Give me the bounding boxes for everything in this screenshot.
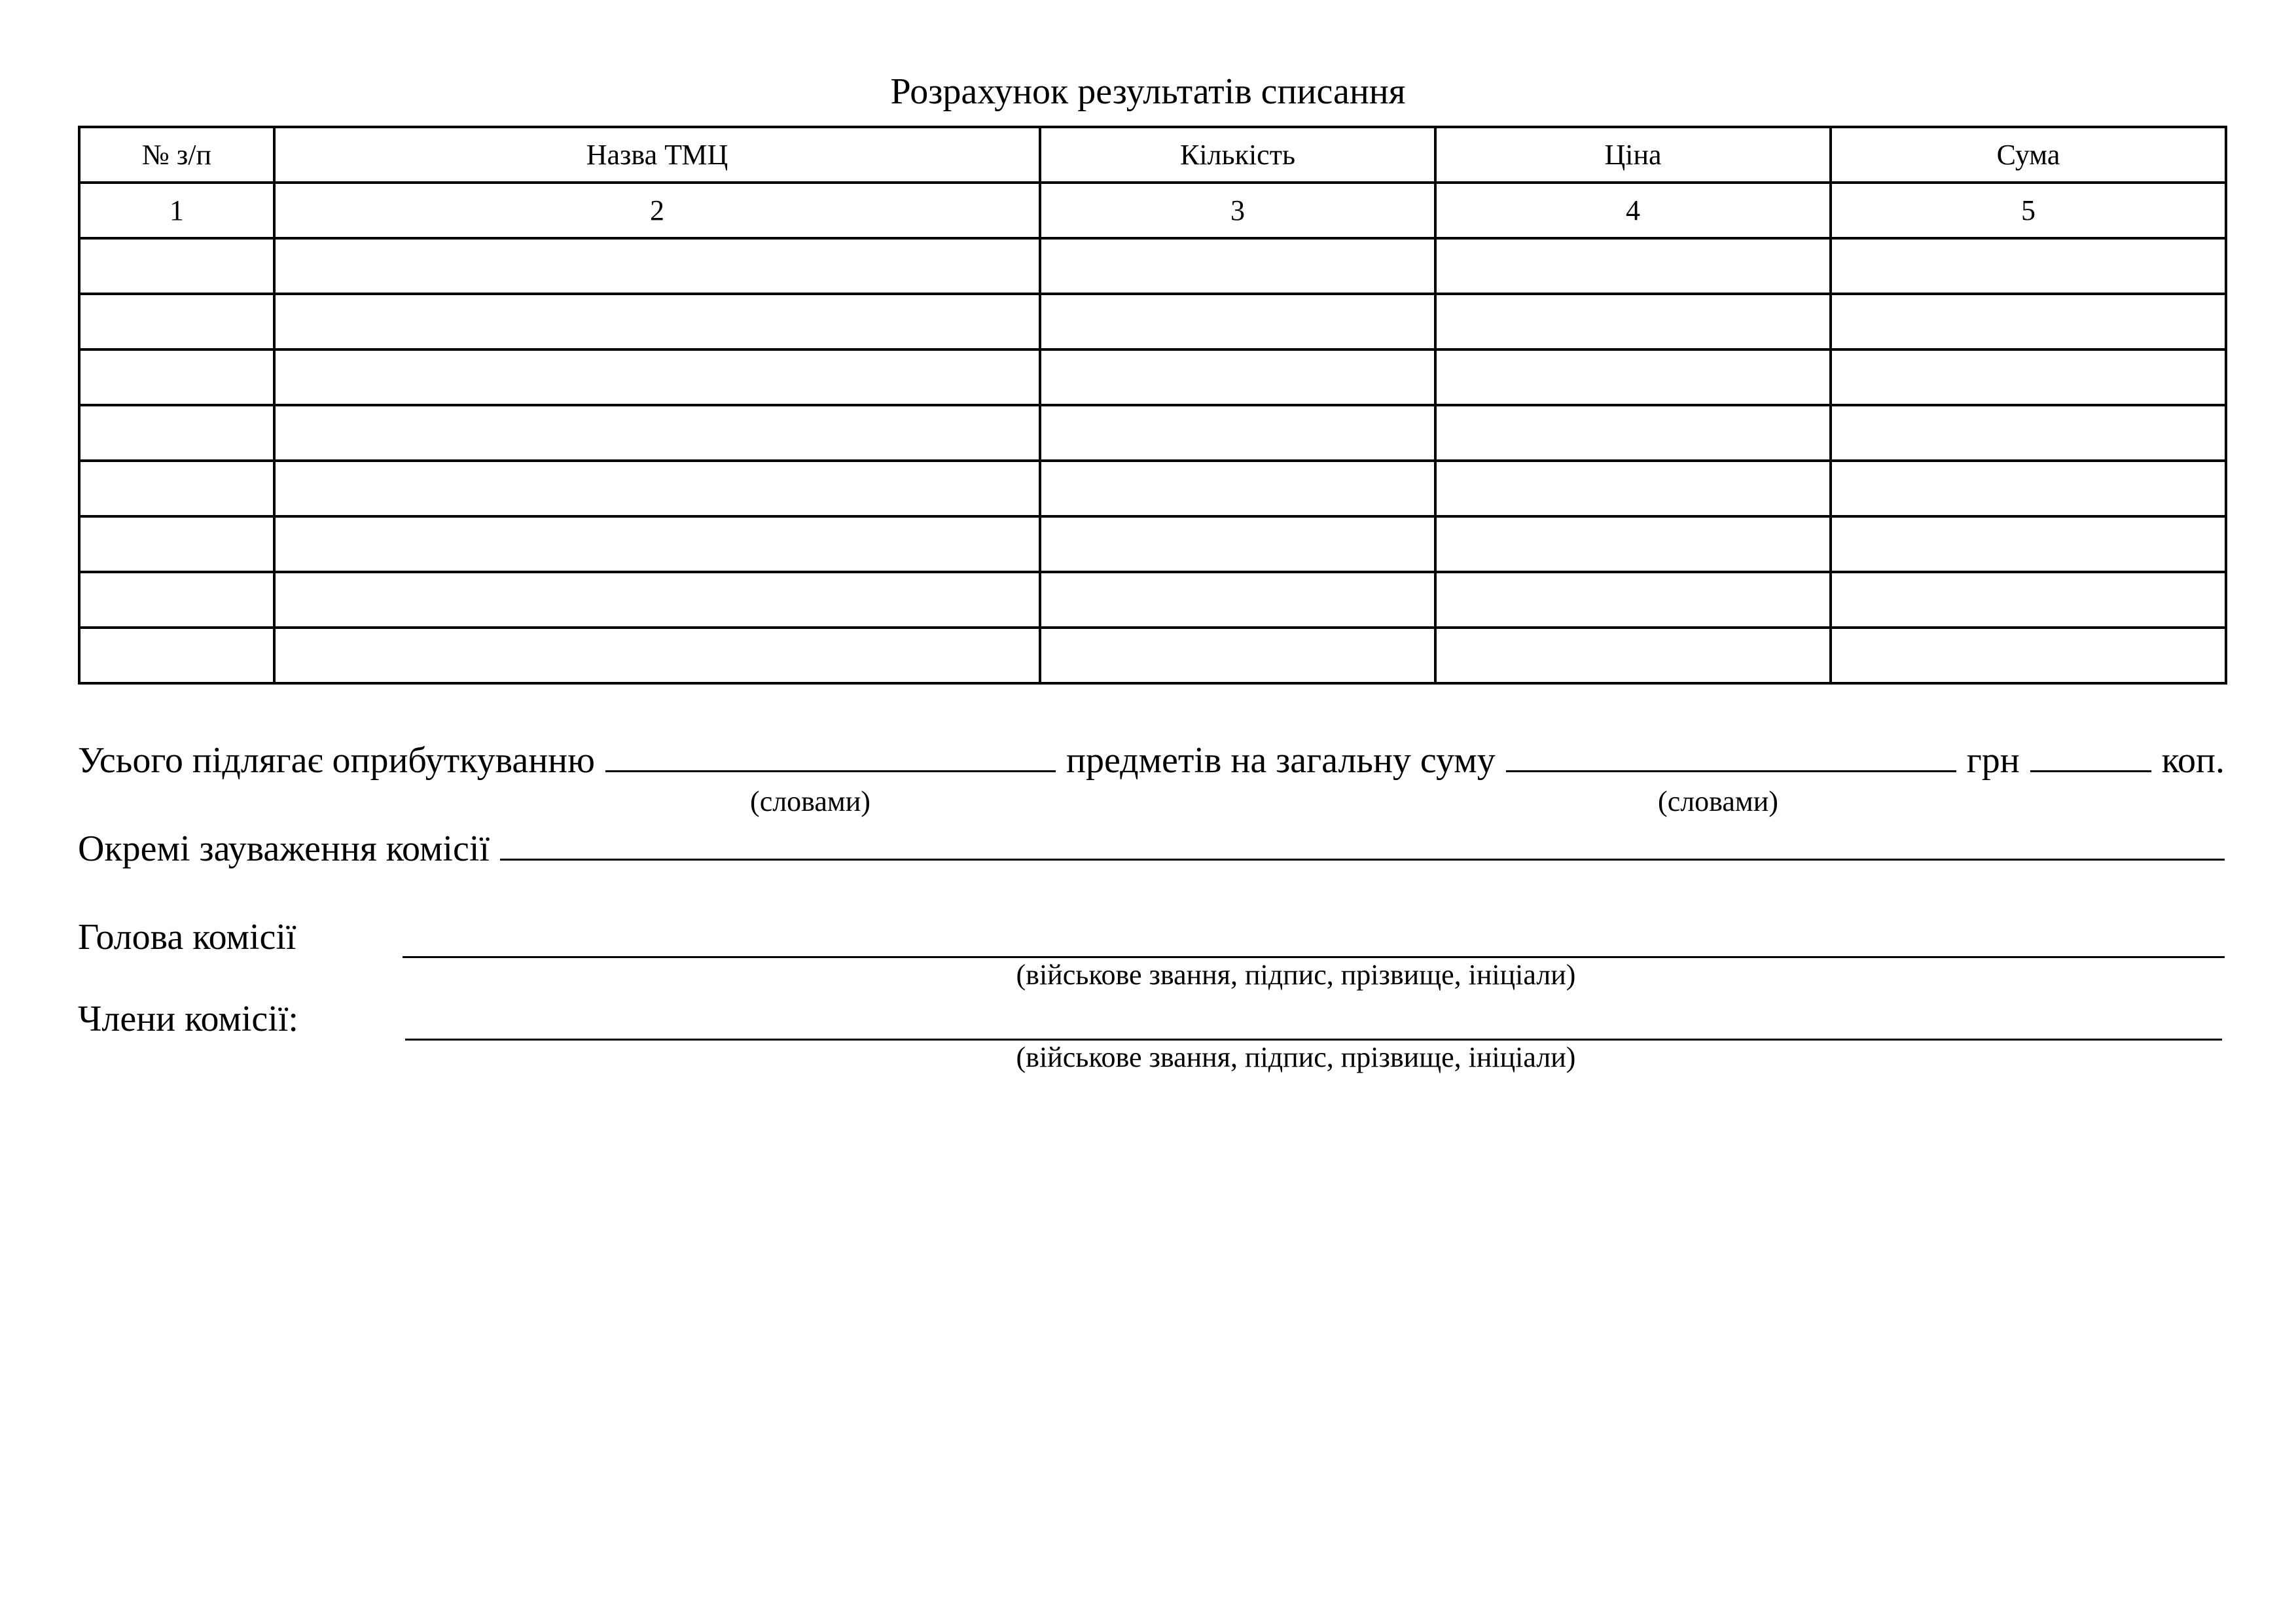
table-row: [79, 461, 2226, 516]
cell-number[interactable]: [79, 238, 274, 294]
table-header-row: [79, 127, 2226, 183]
cell-item-name[interactable]: [274, 461, 1040, 516]
cell-item-name[interactable]: [274, 628, 1040, 683]
currency-major: грн: [1966, 740, 2020, 781]
column-number-5: 5: [1831, 183, 2226, 238]
header-price: Ціна: [1435, 127, 1831, 183]
table-row: [79, 294, 2226, 349]
cell-price[interactable]: [1435, 238, 1831, 294]
table-row: [79, 238, 2226, 294]
column-number-2: 2: [274, 183, 1040, 238]
total-prefix: Усього підлягає оприбуткуванню: [78, 740, 595, 781]
cell-sum[interactable]: [1831, 516, 2226, 572]
column-number-3: 3: [1040, 183, 1435, 238]
cell-number[interactable]: [79, 628, 274, 683]
cell-number[interactable]: [79, 349, 274, 405]
remarks-label: Окремі зауваження комісії: [78, 829, 490, 869]
cell-quantity[interactable]: [1040, 238, 1435, 294]
item-count-blank[interactable]: [605, 736, 1056, 772]
cell-item-name[interactable]: [274, 238, 1040, 294]
column-number-1: 1: [79, 183, 274, 238]
cell-item-name[interactable]: [274, 405, 1040, 461]
cell-price[interactable]: [1435, 461, 1831, 516]
cell-quantity[interactable]: [1040, 628, 1435, 683]
cell-number[interactable]: [79, 294, 274, 349]
members-label: Члени комісії:: [78, 999, 298, 1039]
cell-sum[interactable]: [1831, 349, 2226, 405]
cell-price[interactable]: [1435, 405, 1831, 461]
header-quantity: Кількість: [1040, 127, 1435, 183]
header-number: № з/п: [79, 127, 274, 183]
cell-item-name[interactable]: [274, 349, 1040, 405]
table-row: [79, 405, 2226, 461]
column-number-row: [79, 183, 2226, 238]
table-row: [79, 572, 2226, 628]
chair-signature-hint: (військове звання, підпис, прізвище, ініціали): [1016, 959, 1576, 991]
words-hint-count: (словами): [750, 785, 870, 817]
cell-quantity[interactable]: [1040, 572, 1435, 628]
table-row: [79, 628, 2226, 683]
total-sum-blank[interactable]: [1506, 736, 1956, 772]
cell-number[interactable]: [79, 461, 274, 516]
members-signature-hint: (військове звання, підпис, прізвище, ініціали): [1016, 1041, 1576, 1073]
total-line: [78, 736, 2225, 783]
column-number-4: 4: [1435, 183, 1831, 238]
write-off-table: [78, 126, 2227, 685]
cell-sum[interactable]: [1831, 572, 2226, 628]
cell-price[interactable]: [1435, 516, 1831, 572]
table-row: [79, 516, 2226, 572]
words-hint-sum: (словами): [1658, 785, 1778, 817]
total-middle: предметів на загальну суму: [1066, 740, 1496, 781]
cell-price[interactable]: [1435, 628, 1831, 683]
cell-item-name[interactable]: [274, 572, 1040, 628]
cell-quantity[interactable]: [1040, 516, 1435, 572]
cell-quantity[interactable]: [1040, 405, 1435, 461]
cell-item-name[interactable]: [274, 294, 1040, 349]
cell-item-name[interactable]: [274, 516, 1040, 572]
cell-quantity[interactable]: [1040, 461, 1435, 516]
cell-price[interactable]: [1435, 349, 1831, 405]
cell-price[interactable]: [1435, 294, 1831, 349]
table-row: [79, 349, 2226, 405]
header-item-name: Назва ТМЦ: [274, 127, 1040, 183]
header-sum: Сума: [1831, 127, 2226, 183]
remarks-blank[interactable]: [500, 825, 2225, 861]
document-title: Розрахунок результатів списання: [890, 71, 1406, 112]
cell-sum[interactable]: [1831, 405, 2226, 461]
cell-quantity[interactable]: [1040, 294, 1435, 349]
currency-minor: коп.: [2161, 740, 2225, 781]
cell-sum[interactable]: [1831, 294, 2226, 349]
cell-quantity[interactable]: [1040, 349, 1435, 405]
cell-sum[interactable]: [1831, 628, 2226, 683]
cell-sum[interactable]: [1831, 238, 2226, 294]
cell-number[interactable]: [79, 572, 274, 628]
table-body: [79, 238, 2226, 683]
remarks-line: [78, 825, 2225, 872]
cell-number[interactable]: [79, 516, 274, 572]
cell-price[interactable]: [1435, 572, 1831, 628]
cell-number[interactable]: [79, 405, 274, 461]
kopecks-blank[interactable]: [2030, 736, 2151, 772]
cell-sum[interactable]: [1831, 461, 2226, 516]
chair-label: Голова комісії: [78, 917, 296, 957]
